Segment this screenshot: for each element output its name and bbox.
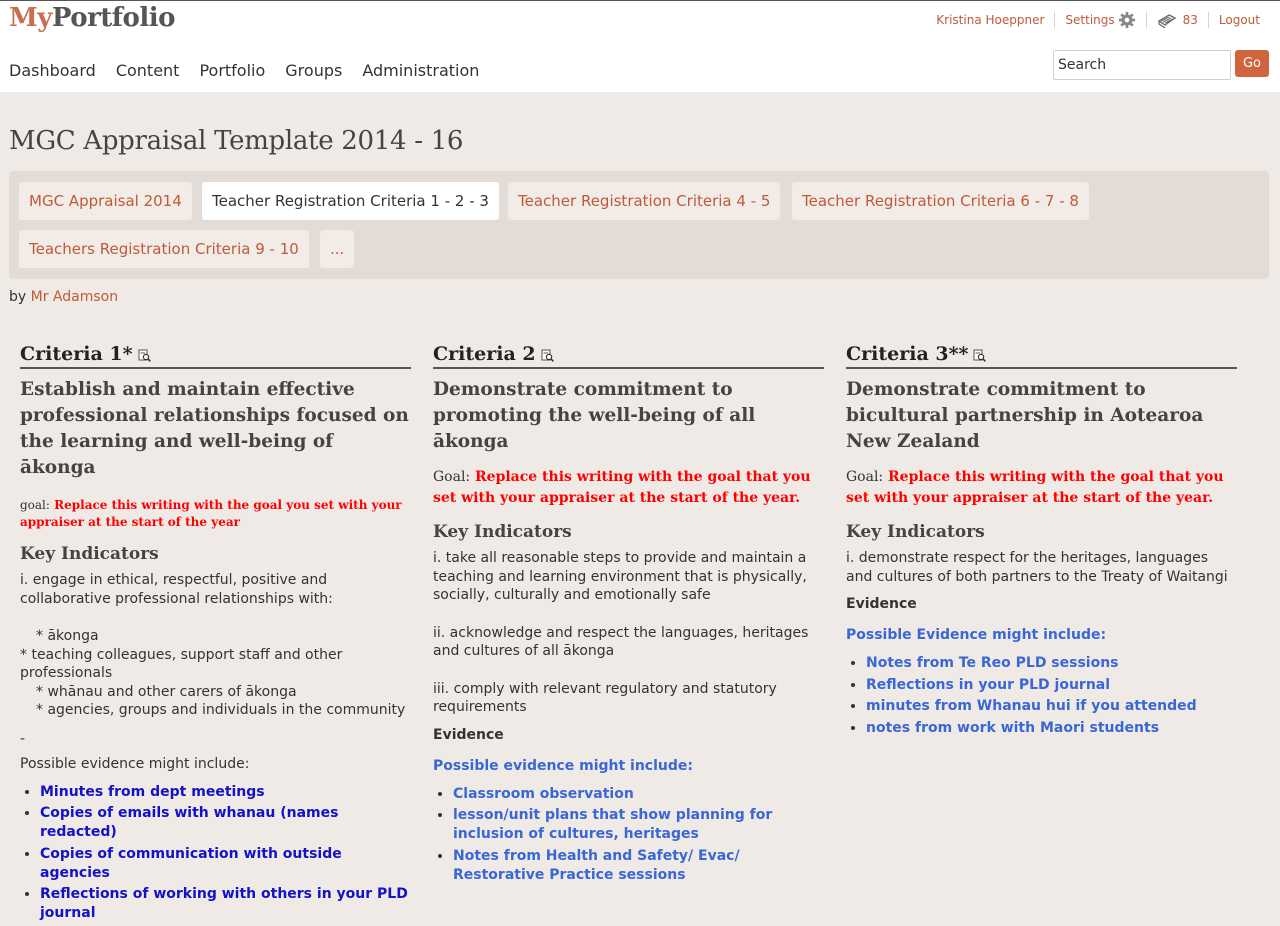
tab-more[interactable]: ... <box>320 230 354 268</box>
criteria-heading: Demonstrate commitment to bicultural partnership in Aotearoa New Zealand <box>846 379 1204 452</box>
evidence-link[interactable]: Reflections of working with others in your PLD journal <box>40 886 408 921</box>
list-item <box>40 885 411 923</box>
list-item <box>866 676 1237 695</box>
indicator-bullet: * agencies, groups and individuals in the community <box>36 702 406 718</box>
indicator-text: i. take all reasonable steps to provide and maintain a teaching and learning environment that is physically, socially, culturally and emotionally safe <box>433 550 807 603</box>
tab-criteria-1-2-3[interactable]: Teacher Registration Criteria 1 - 2 - 3 <box>202 182 499 220</box>
user-profile-link[interactable]: Kristina Hoeppner <box>936 13 1045 27</box>
goal-text <box>846 467 1237 509</box>
evidence-link[interactable]: Notes from Te Reo PLD sessions <box>866 655 1119 671</box>
gear-icon <box>1118 11 1136 29</box>
evidence-link[interactable]: Notes from Health and Safety/ Evac/ Restorative Practice sessions <box>453 847 740 883</box>
evidence-link[interactable]: Minutes from dept meetings <box>40 783 265 800</box>
tab-criteria-6-7-8[interactable]: Teacher Registration Criteria 6 - 7 - 8 <box>792 182 1089 220</box>
evidence-link[interactable]: notes from work with Maori students <box>866 719 1160 736</box>
site-header <box>0 0 1280 92</box>
nav-portfolio[interactable]: Portfolio <box>199 61 266 80</box>
author-byline <box>9 289 118 305</box>
indicator-text: ii. acknowledge and respect the languages, heritages and cultures of all ākonga <box>433 624 809 659</box>
indicator-list <box>20 627 411 720</box>
block-title <box>20 339 411 369</box>
list-item <box>40 783 411 802</box>
block-title <box>846 339 1237 369</box>
author-link[interactable]: Mr Adamson <box>30 289 119 305</box>
indicator-bullet: * teaching colleagues, support staff and other professionals <box>20 646 343 681</box>
settings-link[interactable] <box>1055 11 1145 29</box>
indicator-intro: i. engage in ethical, respectful, positive and collaborative professional relationships with: <box>20 572 333 607</box>
list-item <box>866 719 1237 738</box>
key-indicators-title: Key Indicators <box>846 522 985 542</box>
nav-administration[interactable]: Administration <box>362 61 480 80</box>
tab-mgc-appraisal-2014[interactable]: MGC Appraisal 2014 <box>19 182 192 220</box>
page-title: MGC Appraisal Template 2014 - 16 <box>9 126 464 156</box>
search-go-button[interactable]: Go <box>1235 50 1269 77</box>
evidence-link[interactable]: Copies of communication with outside agencies <box>40 845 342 881</box>
nav-groups[interactable]: Groups <box>285 61 343 80</box>
goal-label: goal: <box>20 498 50 512</box>
goal-value: Replace this writing with the goal you set with your appraiser at the start of the year <box>20 498 402 529</box>
criteria-3-block <box>846 339 1237 740</box>
user-menu <box>926 11 1260 29</box>
tab-criteria-9-10[interactable]: Teachers Registration Criteria 9 - 10 <box>19 230 309 268</box>
evidence-heading: Evidence <box>433 726 504 743</box>
details-icon[interactable] <box>541 349 554 362</box>
key-indicators-title: Key Indicators <box>20 544 159 564</box>
evidence-list <box>846 654 1237 738</box>
logo-portfolio: Portfolio <box>51 3 175 33</box>
criteria-heading: Demonstrate commitment to promoting the well-being of all ākonga <box>433 379 756 452</box>
evidence-link[interactable]: minutes from Whanau hui if you attended <box>866 698 1197 714</box>
logo[interactable] <box>9 3 175 33</box>
details-icon[interactable] <box>138 349 151 362</box>
nav-content[interactable]: Content <box>115 61 180 80</box>
nav-dashboard[interactable]: Dashboard <box>9 61 96 80</box>
evidence-link[interactable]: lesson/unit plans that show planning for inclusion of cultures, heritages <box>453 807 773 842</box>
inbox-link[interactable] <box>1147 12 1208 28</box>
evidence-heading: Evidence <box>846 596 917 612</box>
collection-tabs <box>9 171 1269 279</box>
separator-dash: - <box>20 730 26 747</box>
block-title-text: Criteria 1* <box>20 343 133 365</box>
by-label: by <box>9 289 27 305</box>
goal-value: Replace this writing with the goal that you set with your appraiser at the start of the year. <box>846 469 1224 506</box>
block-title-text: Criteria 3** <box>846 343 969 365</box>
goal-value: Replace this writing with the goal that you set with your appraiser at the start of the year. <box>433 469 811 506</box>
search-input[interactable] <box>1053 50 1231 80</box>
evidence-list <box>433 785 824 885</box>
evidence-link[interactable]: Reflections in your PLD journal <box>866 676 1111 693</box>
list-item <box>40 804 411 842</box>
list-item <box>866 697 1237 716</box>
goal-text <box>433 467 824 509</box>
logout-link[interactable]: Logout <box>1218 13 1260 27</box>
possible-evidence-label: Possible evidence might include: <box>433 757 693 774</box>
evidence-link[interactable]: Copies of emails with whanau (names redacted) <box>40 805 339 840</box>
evidence-link[interactable]: Classroom observation <box>453 785 634 802</box>
evidence-list <box>20 783 411 924</box>
indicator-text: iii. comply with relevant regulatory and statutory requirements <box>433 680 777 715</box>
indicator-bullet: * whānau and other carers of ākonga <box>36 683 297 700</box>
indicator-bullet: * ākonga <box>36 628 99 644</box>
tab-criteria-4-5[interactable]: Teacher Registration Criteria 4 - 5 <box>508 182 780 220</box>
block-title <box>433 339 824 369</box>
logo-my: My <box>9 3 52 33</box>
list-item <box>453 847 824 885</box>
goal-label: Goal: <box>846 469 884 485</box>
criteria-2-block <box>433 339 824 887</box>
list-item <box>453 806 824 844</box>
details-icon[interactable] <box>973 349 986 362</box>
list-item <box>40 845 411 883</box>
inbox-icon <box>1157 12 1177 28</box>
main-nav <box>9 61 499 80</box>
possible-evidence-label: Possible Evidence might include: <box>846 627 1107 643</box>
goal-label: Goal: <box>433 469 471 485</box>
criteria-1-block <box>20 339 411 926</box>
indicator-text: i. demonstrate respect for the heritages, languages and cultures of both partners to the Treaty of Waitangi <box>846 550 1228 585</box>
list-item <box>453 785 824 804</box>
inbox-count: 83 <box>1182 13 1198 27</box>
key-indicators-title: Key Indicators <box>433 522 572 542</box>
list-item <box>866 654 1237 673</box>
settings-label: Settings <box>1065 13 1115 27</box>
possible-evidence-label: Possible evidence might include: <box>20 755 250 772</box>
criteria-heading: Establish and maintain effective professional relationships focused on the learning and well-being of ākonga <box>20 379 409 478</box>
block-title-text: Criteria 2 <box>433 343 536 365</box>
goal-text <box>20 497 411 531</box>
